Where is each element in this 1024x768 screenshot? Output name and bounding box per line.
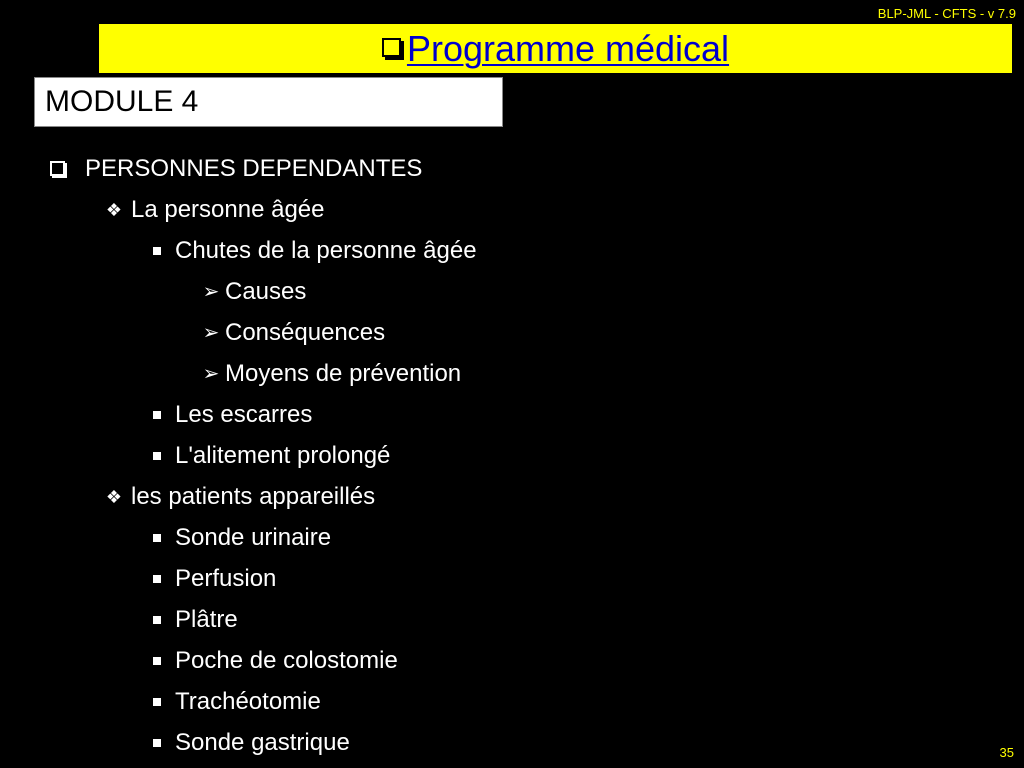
module-label: MODULE 4 [45,85,199,118]
arrowhead-icon: ➢ [202,362,220,385]
arrowhead-icon: ➢ [202,280,220,303]
list-item [0,681,1024,722]
list-item-label: Chutes de la personne âgée [175,236,477,264]
list-item-label: Les escarres [175,400,313,428]
slide-header-tag: BLP-JML - CFTS - v 7.9 [877,6,1016,21]
square-bullet-icon [153,698,161,706]
outline-list [0,148,1024,763]
list-item [0,558,1024,599]
list-item [0,517,1024,558]
list-item-label: les patients appareillés [131,482,376,510]
list-item-label: Perfusion [175,564,277,592]
list-item [0,312,1024,353]
list-item-label: Sonde gastrique [175,728,350,756]
list-item-label: Plâtre [175,605,238,633]
list-item [0,435,1024,476]
list-item [0,230,1024,271]
module-box [34,77,503,127]
list-item-label: Trachéotomie [175,687,321,715]
square-bullet-icon [153,247,161,255]
list-item [0,353,1024,394]
four-diamond-icon: ❖ [105,199,123,220]
list-item-label: L'alitement prolongé [175,441,391,469]
list-item-label: Sonde urinaire [175,523,332,551]
list-item [0,394,1024,435]
square-bullet-icon [153,452,161,460]
square-bullet-icon [153,534,161,542]
square-bullet-icon [153,739,161,747]
list-item [0,271,1024,312]
list-item [0,189,1024,230]
page-title [382,27,730,69]
square-bullet-icon [153,657,161,665]
list-item-label: Causes [225,277,307,305]
list-item-label: La personne âgée [131,195,325,223]
square-bullet-icon [153,616,161,624]
four-diamond-icon: ❖ [105,486,123,507]
list-item-label: PERSONNES DEPENDANTES [85,154,423,182]
square-bullet-icon [153,575,161,583]
list-item [0,148,1024,189]
checkbox-outline-icon [382,38,401,57]
title-bar [99,24,1012,73]
arrowhead-icon: ➢ [202,321,220,344]
page-number: 35 [999,745,1014,760]
list-item-label: Conséquences [225,318,386,346]
list-item-label: Poche de colostomie [175,646,398,674]
list-item-label: Moyens de prévention [225,359,462,387]
list-item [0,722,1024,763]
square-outline-icon [50,161,65,176]
title-label: Programme médical [406,27,730,69]
list-item [0,640,1024,681]
list-item [0,476,1024,517]
list-item [0,599,1024,640]
square-bullet-icon [153,411,161,419]
